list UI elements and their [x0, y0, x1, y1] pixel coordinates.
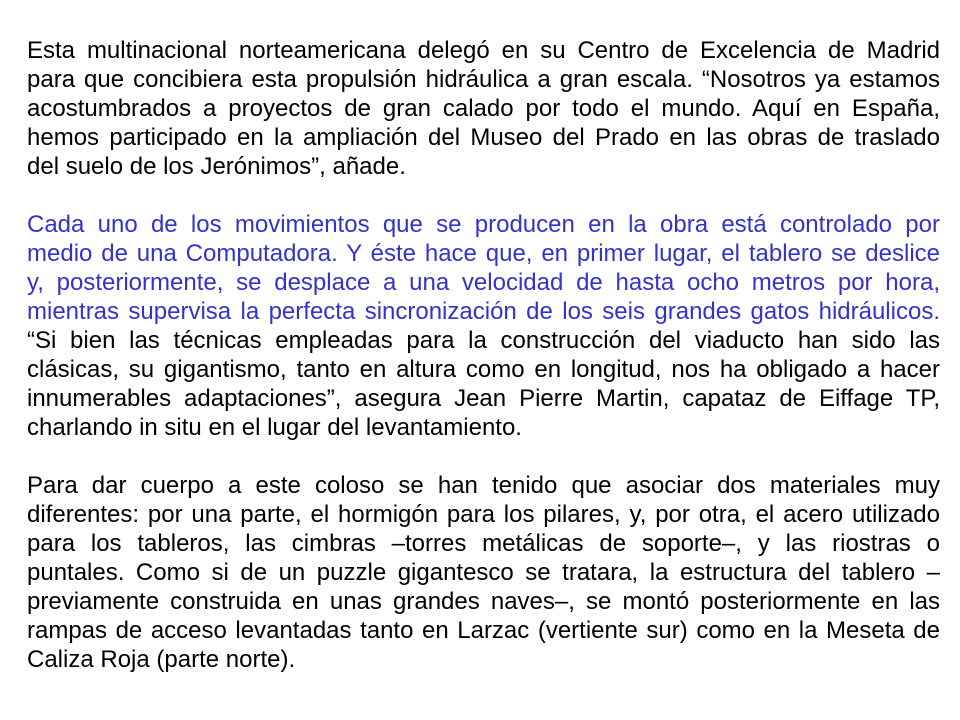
paragraph-1: [27, 36, 940, 181]
text-line: diferentes: por una parte, el hormigón para los pilares, y, por otra, el acero utilizado: [27, 501, 940, 528]
text-line: del suelo de los Jerónimos”, añade.: [27, 153, 406, 180]
text-line: previamente construida en unas grandes naves–, se montó posteriormente en las: [27, 588, 940, 615]
text-line: rampas de acceso levantadas tanto en Larzac (vertiente sur) como en la Meseta de: [27, 617, 940, 644]
highlighted-text-line: y, posteriormente, se desplace a una velocidad de hasta ocho metros por hora,: [27, 269, 940, 296]
paragraph-2: [27, 210, 940, 442]
text-line: para los tableros, las cimbras –torres metálicas de soporte–, y las riostras o: [27, 530, 940, 557]
highlighted-text-line: Cada uno de los movimientos que se producen en la obra está controlado por: [27, 211, 940, 238]
text-line: innumerables adaptaciones”, asegura Jean Pierre Martin, capataz de Eiffage TP,: [27, 385, 940, 412]
text-line: Caliza Roja (parte norte).: [27, 646, 296, 673]
text-line: Para dar cuerpo a este coloso se han tenido que asociar dos materiales muy: [27, 472, 940, 499]
document-body: [27, 36, 940, 674]
text-line: charlando in situ en el lugar del levantamiento.: [27, 414, 522, 441]
text-line: hemos participado en la ampliación del Museo del Prado en las obras de traslado: [27, 124, 940, 151]
highlighted-text-line: medio de una Computadora. Y éste hace que, en primer lugar, el tablero se deslice: [27, 240, 940, 267]
paragraph-3: [27, 471, 940, 674]
text-line: Esta multinacional norteamericana delegó en su Centro de Excelencia de Madrid: [27, 37, 940, 64]
text-line: “Si bien las técnicas empleadas para la construcción del viaducto han sido las: [27, 327, 940, 354]
text-line: clásicas, su gigantismo, tanto en altura como en longitud, nos ha obligado a hacer: [27, 356, 940, 383]
text-line: acostumbrados a proyectos de gran calado por todo el mundo. Aquí en España,: [27, 95, 940, 122]
text-line: para que concibiera esta propulsión hidráulica a gran escala. “Nosotros ya estamos: [27, 66, 940, 93]
text-line: puntales. Como si de un puzzle gigantesco se tratara, la estructura del tablero –: [27, 559, 940, 586]
highlighted-text-line: mientras supervisa la perfecta sincronización de los seis grandes gatos hidráulicos.: [27, 298, 940, 325]
